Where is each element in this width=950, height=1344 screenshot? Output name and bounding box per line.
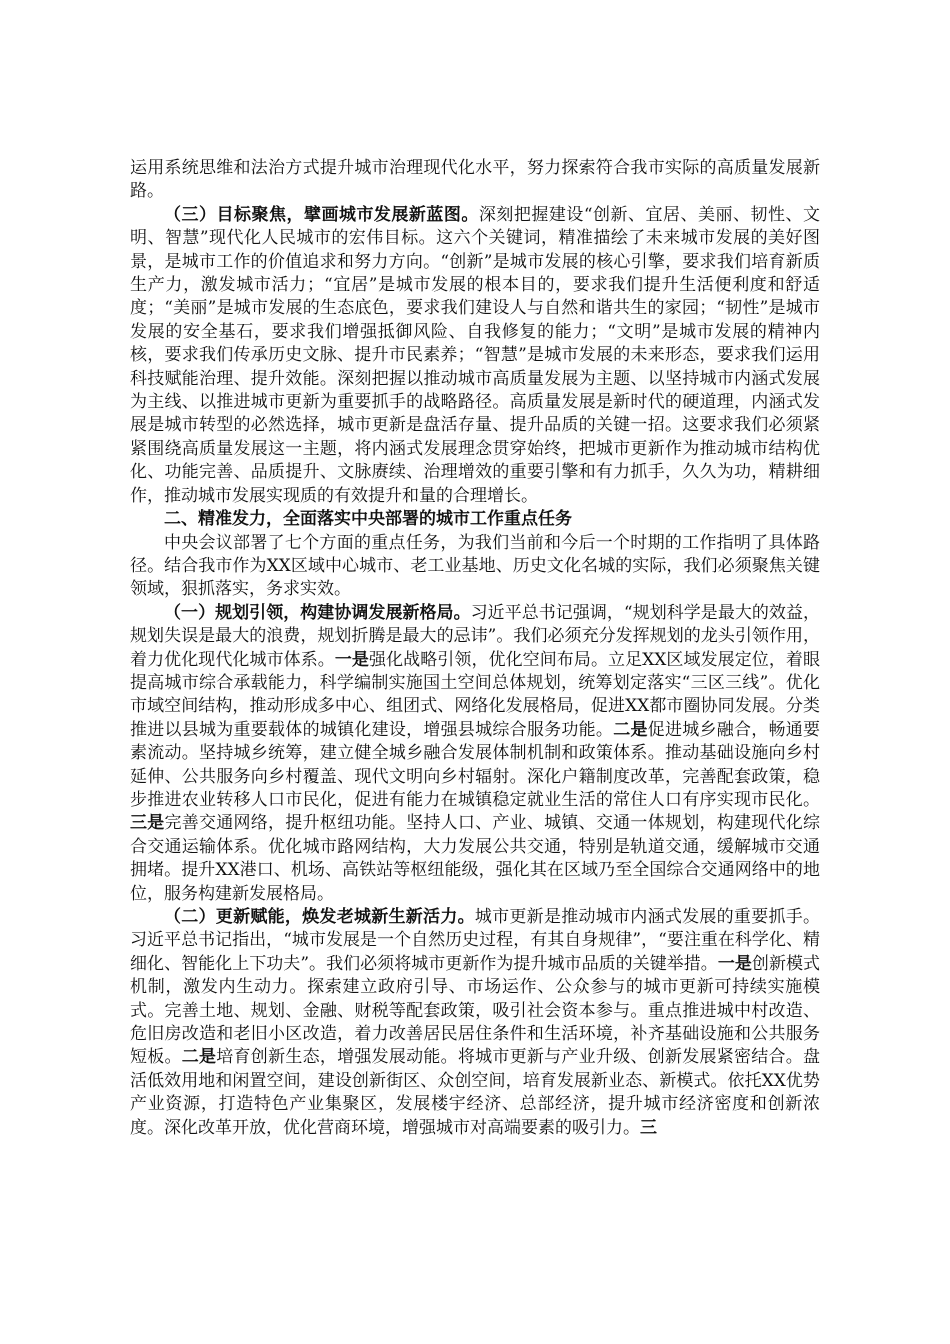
paragraph-text: 培育创新生态，增强发展动能。将城市更新与产业升级、创新发展紧密结合。盘活低效用地和闲置空间，建设创新街区、众创空间，培育发展新业态、新模式。依托XX优势产业资源，打造特色产业集聚区，发展楼宇经济、总部经济，提升城市经济密度和创新浓度。深化改革开放，优化营商环境，增强城市对高端要素的吸引力。	[130, 1047, 821, 1138]
paragraph-text: 习近平总书记强调，“规划科学是最大的效益，规划失误是最大的浪费，规划折腾是最大的忌讳”。我们必须充分发挥规划的龙头引领作用，着力优化现代化城市体系。	[130, 602, 820, 670]
paragraph-text: 运用系统思维和法治方式提升城市治理现代化水平，努力探索符合我市实际的高质量发展新路。	[130, 158, 820, 202]
paragraph-goal-focus	[130, 204, 820, 508]
point-marker-1: 一是	[334, 649, 370, 670]
point-marker-3: 三是	[130, 813, 165, 834]
paragraph-continuation	[130, 157, 820, 204]
paragraph-text: 深刻把握建设“创新、宜居、美丽、韧性、文明、智慧”现代化人民城市的宏伟目标。这六个关键词，精准描绘了未来城市发展的美好图景，是城市工作的价值追求和努力方向。“创新”是城市发展的核心引擎，要求我们培育新质生产力，激发城市活力；“宜居”是城市发展的根本目的，要求我们提升生活便利度和舒适度；“美丽”是城市发展的生态底色，要求我们建设人与自然和谐共生的家园；“韧性”是城市发展的安全基石，要求我们增强抵御风险、自我修复的能力；“文明”是城市发展的精神内核，要求我们传承历史文脉、提升市民素养；“智慧”是城市发展的未来形态，要求我们运用科技赋能治理、提升效能。深刻把握以推动城市高质量发展为主题、以坚持城市内涵式发展为主线、以推进城市更新为重要抓手的战略路径。高质量发展是新时代的硬道理，内涵式发展是城市转型的必然选择，城市更新是盘活存量、提升品质的关键一招。这要求我们必须紧紧围绕高质量发展这一主题，将内涵式发展理念贯穿始终，把城市更新作为推动城市结构优化、功能完善、品质提升、文脉赓续、治理增效的重要引擎和有力抓手，久久为功，精耕细作，推动城市发展实现质的有效提升和量的合理增长。	[130, 204, 820, 506]
paragraph-text: 促进城乡融合，畅通要素流动。坚持城乡统筹，建立健全城乡融合发展体制机制和政策体系。推动基础设施向乡村延伸、公共服务向乡村覆盖、现代文明向乡村辐射。深化户籍制度改革，完善配套政策，稳步推进农业转移人口市民化，促进有能力在城镇稳定就业生活的常住人口有序实现市民化。	[130, 719, 821, 810]
paragraph-text: 中央会议部署了七个方面的重点任务，为我们当前和今后一个时期的工作指明了具体路径。结合我市作为XX区域中心城市、老工业基地、历史文化名城的实际，我们必须聚焦关键领域，狠抓落实，务求实效。	[130, 532, 820, 600]
point-marker-1: 一是	[717, 953, 752, 974]
section-heading-2: 二、精准发力，全面落实中央部署的城市工作重点任务	[164, 509, 572, 530]
paragraph-text: 强化战略引领，优化空间布局。立足XX区域发展定位，着眼提高城市综合承载能力，科学编制实施国土空间总体规划，统筹划定落实“三区三线”。优化市域空间结构，推动形成多中心、组团式、网络化发展格局，促进XX都市圈协同发展。分类推进以县城为重要载体的城镇化建设，增强县城综合服务功能。	[130, 649, 821, 740]
paragraph-text: 完善交通网络，提升枢纽功能。坚持人口、产业、城镇、交通一体规划，构建现代化综合交通运输体系。优化城市路网结构，大力发展公共交通，特别是轨道交通，缓解城市交通拥堵。提升XX港口、机场、高铁站等枢纽能级，强化其在区域乃至全国综合交通网络中的地位，服务构建新发展格局。	[130, 813, 821, 904]
paragraph-planning	[130, 602, 820, 906]
paragraph-section-intro	[130, 532, 820, 602]
point-marker-2: 二是	[613, 719, 648, 740]
subheading-planning: （一）规划引领，构建协调发展新格局。	[164, 602, 471, 623]
subheading-renewal: （二）更新赋能，焕发老城新生新活力。	[164, 907, 475, 927]
paragraph-text: 创新模式机制，激发内生动力。探索建立政府引导、市场运作、公众参与的城市更新可持续实施模式。完善土地、规划、金融、财税等配套政策，吸引社会资本参与。重点推进城中村改造、危旧房改造和老旧小区改造，着力改善居民居住条件和生活环境，补齐基础设施和公共服务短板。	[130, 953, 821, 1068]
paragraph-renewal	[130, 906, 820, 1140]
paragraph-text: 城市更新是推动城市内涵式发展的重要抓手。习近平总书记指出，“城市发展是一个自然历史过程，有其自身规律”，“要注重在科学化、精细化、智能化上下功夫”。我们必须将城市更新作为提升城市品质的关键举措。	[130, 907, 821, 974]
point-marker-2: 二是	[181, 1047, 217, 1068]
subheading-goal-focus: （三）目标聚焦，擘画城市发展新蓝图。	[164, 204, 479, 225]
document-body	[130, 157, 820, 1140]
point-marker-3: 三	[640, 1117, 657, 1138]
